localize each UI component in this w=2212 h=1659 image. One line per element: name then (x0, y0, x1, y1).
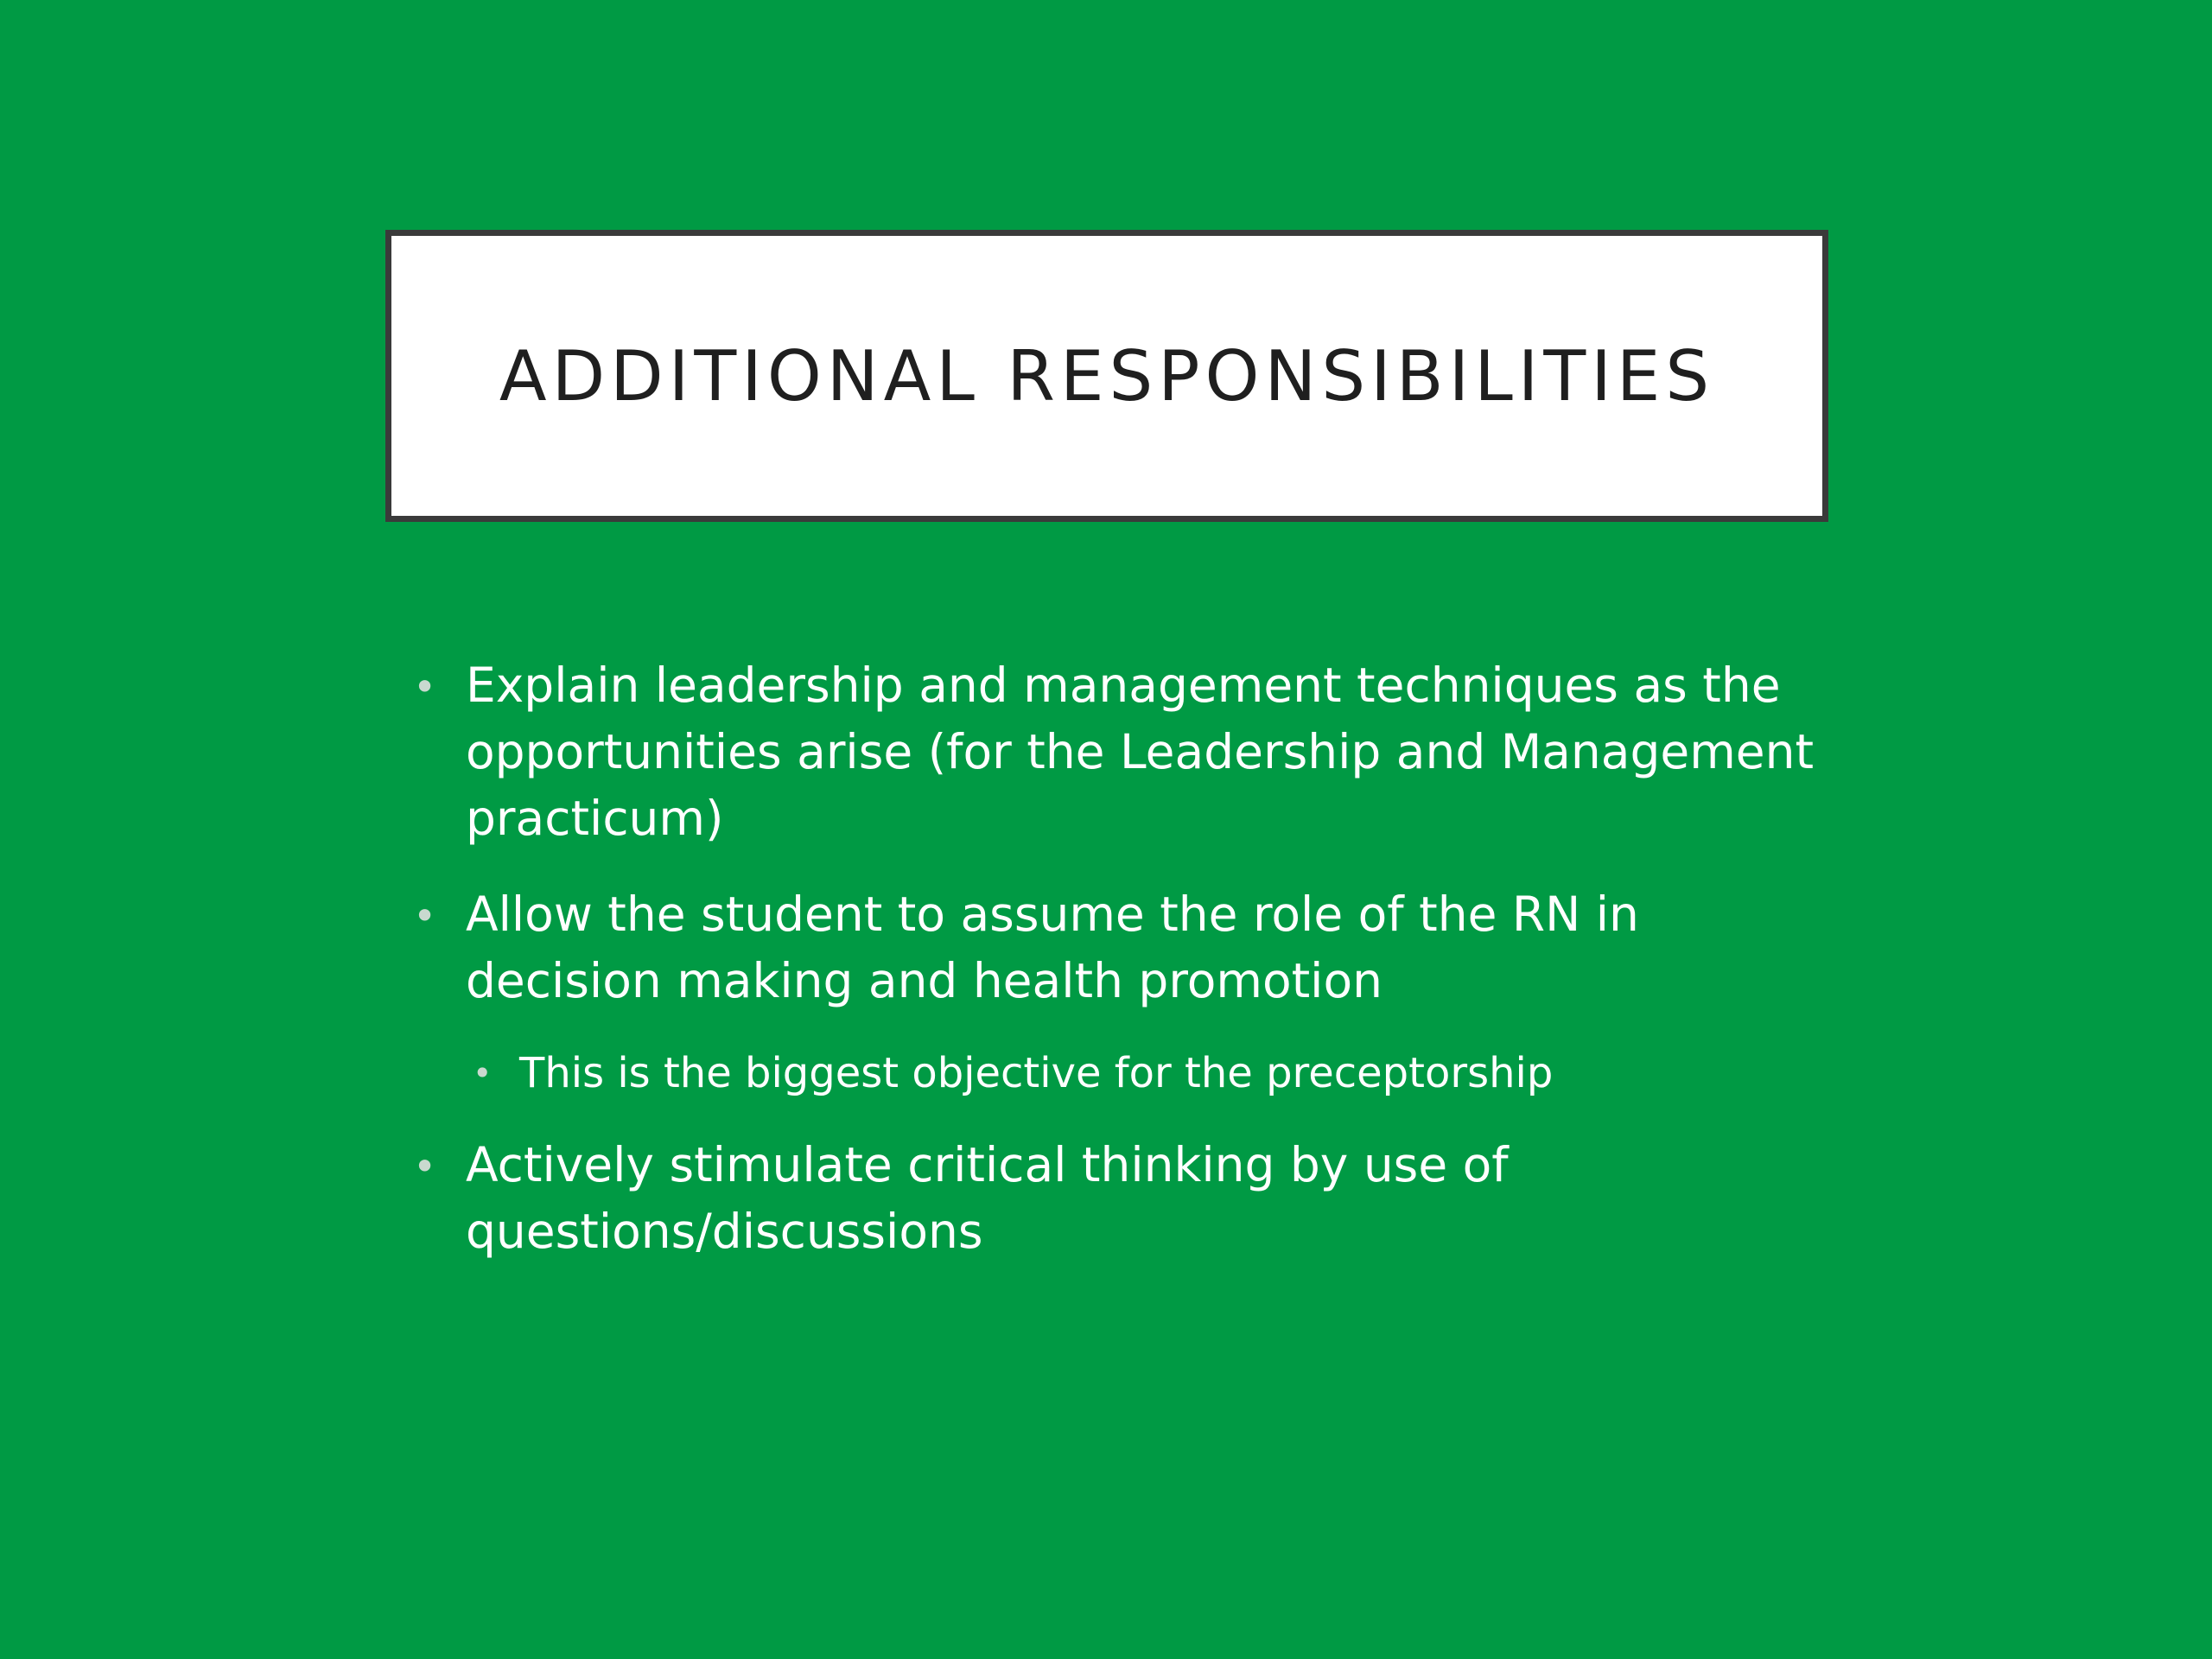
bullet-icon: • (413, 664, 437, 710)
bullet-item (406, 881, 1823, 1014)
title-box (385, 230, 1828, 522)
bullet-icon: • (413, 893, 437, 939)
bullet-text: Actively stimulate critical thinking by use of questions/discussions (466, 1137, 1509, 1259)
bullet-item (406, 652, 1823, 852)
sub-bullet-text: This is the biggest objective for the preceptorship (519, 1049, 1554, 1097)
sub-bullet-list (406, 1044, 1823, 1103)
bullet-text: Explain leadership and management techniques as the opportunities arise (for the Leadership and Management practicum) (466, 658, 1815, 846)
slide-content (406, 652, 1823, 1294)
sub-bullet-icon: • (473, 1054, 493, 1092)
bullet-item (406, 1132, 1823, 1265)
bullet-icon: • (413, 1143, 437, 1190)
bullet-list-continued (406, 1132, 1823, 1265)
sub-bullet-item (466, 1044, 1823, 1103)
bullet-list (406, 652, 1823, 1014)
bullet-text: Allow the student to assume the role of the RN in decision making and health promotion (466, 887, 1639, 1008)
slide-title: ADDITIONAL RESPONSIBILITIES (499, 335, 1715, 416)
